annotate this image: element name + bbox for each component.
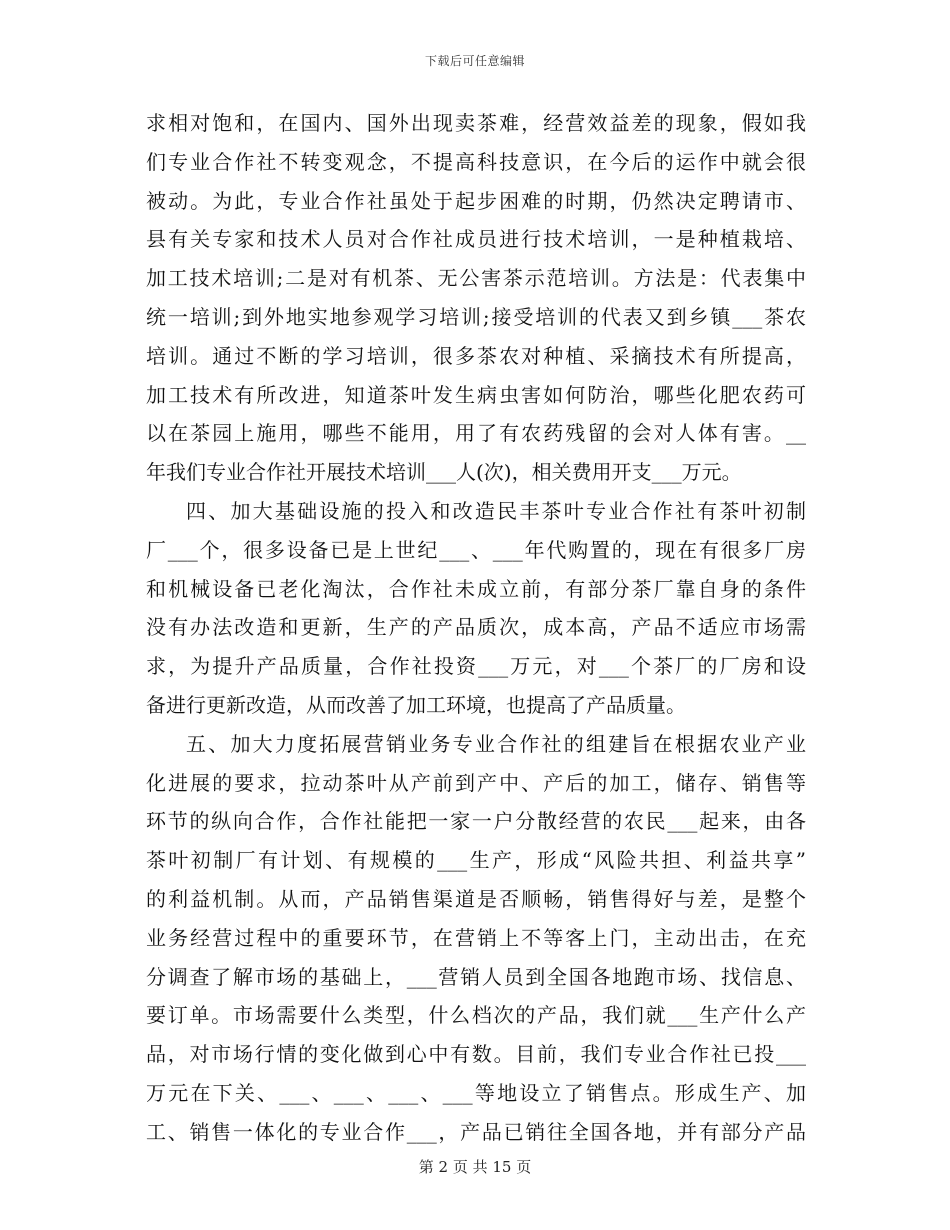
body-line: 县有关专家和技术人员对合作社成员进行技术培训，一是种植栽培、 [146,227,806,252]
body-line: 厂___个，很多设备已是上世纪___、___年代购置的，现在有很多厂房 [146,537,806,562]
body-line: 培训。通过不断的学习培训，很多茶农对种植、采摘技术有所提高， [146,343,806,368]
body-line: 要订单。市场需要什么类型，什么档次的产品，我们就___生产什么产 [146,1003,806,1028]
body-line: 茶叶初制厂有计划、有规模的___生产，形成“风险共担、利益共享” [146,848,806,873]
body-line: 分调查了解市场的基础上，___营销人员到全国各地跑市场、找信息、 [146,964,806,989]
document-body [146,104,806,1152]
body-line: 们专业合作社不转变观念，不提高科技意识，在今后的运作中就会很 [146,149,806,174]
section-heading-line: 四、加大基础设施的投入和改造民丰茶叶专业合作社有茶叶初制 [186,498,806,523]
body-line: 求相对饱和，在国内、国外出现卖茶难，经营效益差的现象，假如我 [146,111,806,135]
header-note: 下载后可任意编辑 [424,54,525,68]
body-line: 和机械设备已老化淘汰，合作社未成立前，有部分茶厂靠自身的条件 [146,576,806,601]
body-line: 没有办法改造和更新，生产的产品质次，成本高，产品不适应市场需 [146,615,806,640]
body-line: 加工技术有所改进，知道茶叶发生病虫害如何防治，哪些化肥农药可 [146,382,806,407]
body-line: 以在茶园上施用，哪些不能用，用了有农药残留的会对人体有害。__ [146,421,806,446]
page-number: 第 2 页 共 15 页 [418,1158,532,1176]
body-line: 年我们专业合作社开展技术培训___人(次)，相关费用开支___万元。 [146,460,742,485]
section-heading-line: 五、加大力度拓展营销业务专业合作社的组建旨在根据农业产业 [186,731,806,756]
body-line: 被动。为此，专业合作社虽处于起步困难的时期，仍然决定聘请市、 [146,188,806,213]
body-line: 化进展的要求，拉动茶叶从产前到产中、产后的加工，储存、销售等 [146,770,806,795]
body-line: 统一培训;到外地实地参观学习培训;接受培训的代表又到乡镇___茶农 [146,304,806,329]
body-line: 求，为提升产品质量，合作社投资___万元，对___个茶厂的厂房和设 [146,654,806,679]
body-line: 业务经营过程中的重要环节，在营销上不等客上门，主动出击，在充 [146,925,806,950]
body-line: 加工技术培训;二是对有机茶、无公害茶示范培训。方法是：代表集中 [146,266,806,291]
body-line: 的利益机制。从而，产品销售渠道是否顺畅，销售得好与差，是整个 [146,886,806,911]
body-line: 环节的纵向合作，合作社能把一家一户分散经营的农民___起来，由各 [146,809,806,834]
body-line: 备进行更新改造，从而改善了加工环境，也提高了产品质量。 [146,692,686,717]
body-line: 工、销售一体化的专业合作___，产品已销往全国各地，并有部分产品 [146,1119,806,1144]
body-line: 万元在下关、___、___、___、___等地设立了销售点。形成生产、加 [146,1080,806,1105]
body-line: 品，对市场行情的变化做到心中有数。目前，我们专业合作社已投___ [146,1042,806,1067]
